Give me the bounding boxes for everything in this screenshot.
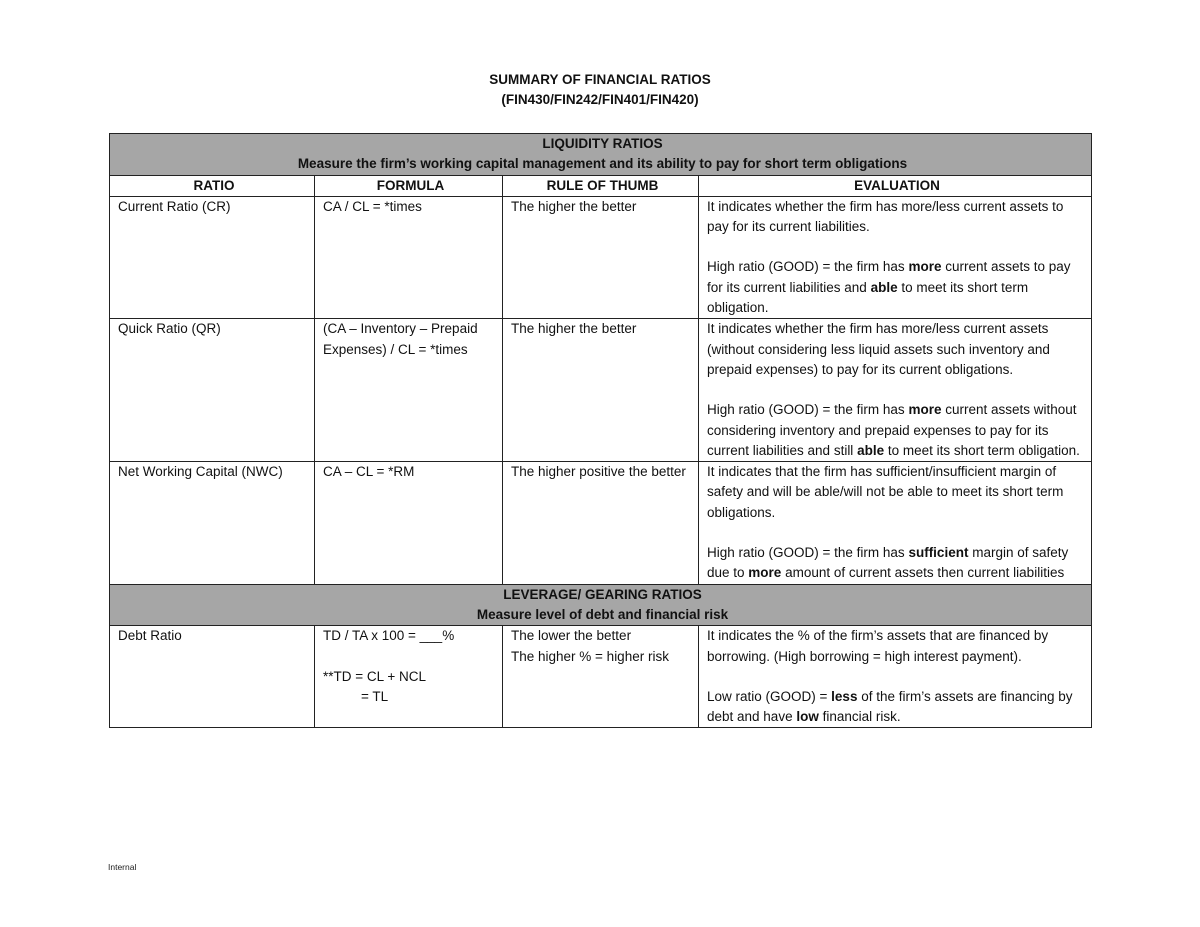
classification-label: Internal xyxy=(108,862,137,872)
evaluation-cell xyxy=(699,319,1092,462)
evaluation-text: It indicates whether the firm has more/less current assets to pay for its current liabilities. xyxy=(707,198,1064,235)
text-span: financial risk. xyxy=(818,709,901,725)
evaluation-good-text xyxy=(707,543,1087,584)
text-span: Low ratio (GOOD) = xyxy=(707,688,832,704)
text-span: of the firm’s assets are financing by debt and have xyxy=(707,688,1073,725)
evaluation-text: It indicates whether the firm has more/less current assets (without considering less liquid assets such inventory and prepaid expenses) to pay for its current obligations. xyxy=(707,321,1050,377)
text-span: to meet its short term obligation. xyxy=(884,442,1080,458)
table-row-net-working-capital xyxy=(110,462,1092,584)
table-row-debt-ratio xyxy=(110,626,1092,728)
formula-note: **TD = CL + NCL xyxy=(323,668,427,684)
ratio-cell: Current Ratio (CR) xyxy=(110,196,315,318)
ratio-cell: Net Working Capital (NWC) xyxy=(110,462,315,584)
section-title-liquidity: LIQUIDITY RATIOS xyxy=(542,136,663,151)
section-header-leverage xyxy=(110,584,1092,626)
text-span: amount of current assets then current liabilities xyxy=(781,565,1065,581)
rule-line: The higher % = higher risk xyxy=(511,648,669,664)
section-title-leverage: LEVERAGE/ GEARING RATIOS xyxy=(503,586,702,602)
text-span: current assets to pay for its current liabilities and xyxy=(707,259,1071,295)
evaluation-text: It indicates the % of the firm’s assets that are financed by borrowing. (High borrowing = high interest payment). xyxy=(707,628,1049,664)
rule-cell: The higher the better xyxy=(503,319,699,462)
evaluation-cell xyxy=(699,196,1092,318)
section-subtitle-leverage: Measure level of debt and financial risk xyxy=(476,606,729,622)
evaluation-good-text xyxy=(707,257,1087,318)
ratio-cell: Quick Ratio (QR) xyxy=(110,319,315,462)
formula-cell xyxy=(315,626,503,728)
column-header-row xyxy=(110,175,1092,196)
column-header-ratio: RATIO xyxy=(110,175,315,196)
bold-span: low xyxy=(796,709,819,725)
bold-span: sufficient xyxy=(908,545,969,561)
column-header-evaluation: EVALUATION xyxy=(699,175,1092,196)
document-title-block xyxy=(0,70,1200,110)
evaluation-good-text xyxy=(707,687,1087,728)
evaluation-cell xyxy=(699,626,1092,728)
section-header-liquidity xyxy=(110,134,1092,176)
section-subtitle-liquidity: Measure the firm’s working capital management and its ability to pay for short term obligations xyxy=(297,156,908,172)
formula-note: = TL xyxy=(361,688,389,704)
ratio-cell: Debt Ratio xyxy=(110,626,315,728)
bold-span: more xyxy=(908,259,942,275)
document-title: SUMMARY OF FINANCIAL RATIOS xyxy=(489,72,711,87)
spacer xyxy=(323,647,498,667)
text-span: High ratio (GOOD) = the firm has xyxy=(707,545,909,561)
rule-cell: The higher the better xyxy=(503,196,699,318)
column-header-rule-of-thumb: RULE OF THUMB xyxy=(503,175,699,196)
evaluation-good-text xyxy=(707,400,1087,461)
formula-cell: (CA – Inventory – Prepaid Expenses) / CL = *times xyxy=(315,319,503,462)
text-span: High ratio (GOOD) = the firm has xyxy=(707,259,909,275)
bold-span: able xyxy=(857,442,885,458)
bold-span: more xyxy=(908,402,942,418)
text-span: current assets without considering inventory and prepaid expenses to pay for its current liabilities and still xyxy=(707,402,1077,458)
document-subtitle: (FIN430/FIN242/FIN401/FIN420) xyxy=(501,92,699,107)
table-row-current-ratio xyxy=(110,196,1092,318)
table-row-quick-ratio xyxy=(110,319,1092,462)
text-span: to meet its short term obligation. xyxy=(707,279,1029,316)
rule-line: The lower the better xyxy=(511,628,632,644)
bold-span: able xyxy=(870,279,898,295)
bold-span: more xyxy=(748,565,782,581)
formula-cell: CA – CL = *RM xyxy=(315,462,503,584)
evaluation-text: It indicates that the firm has sufficient/insufficient margin of safety and will be able/will not be able to meet its short term obligations. xyxy=(707,464,1064,520)
text-span: margin of safety due to xyxy=(707,545,1069,581)
ratios-table xyxy=(109,133,1092,728)
formula-main: TD / TA x 100 = ___% xyxy=(323,628,455,644)
evaluation-cell xyxy=(699,462,1092,584)
text-span: High ratio (GOOD) = the firm has xyxy=(707,402,909,418)
formula-cell: CA / CL = *times xyxy=(315,196,503,318)
column-header-formula: FORMULA xyxy=(315,175,503,196)
bold-span: less xyxy=(831,688,858,704)
rule-cell xyxy=(503,626,699,728)
rule-cell: The higher positive the better xyxy=(503,462,699,584)
